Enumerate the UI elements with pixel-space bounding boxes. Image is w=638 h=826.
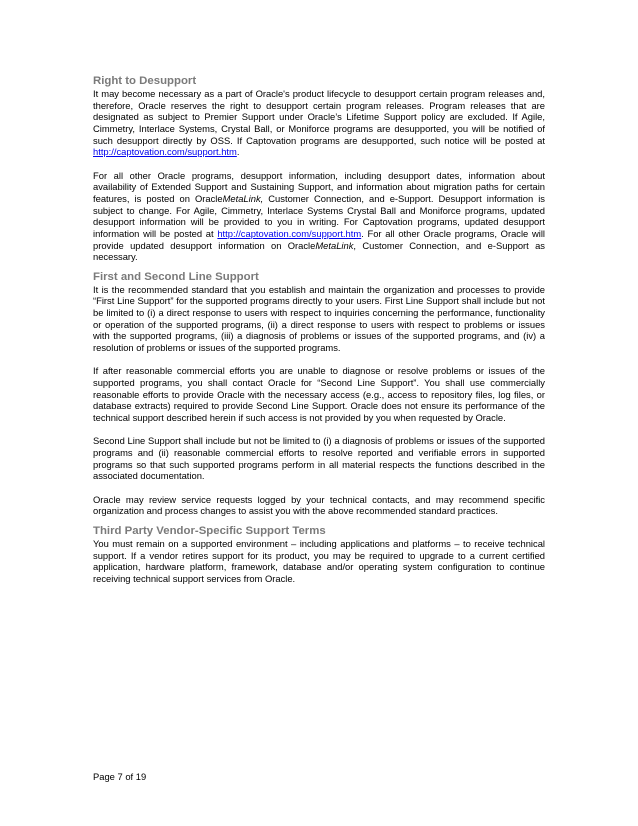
paragraph-first-line-support: It is the recommended standard that you establish and maintain the organization and processes to provide “First Line Support” for the supported programs directly to your users. First Line Support shall include but not be limited to (i) a direct response to users with respect to inquiries concerning the performance, functionality or operation of the supported programs, (ii) a direct response to users with respect to problems or issues with the supported programs, (iii) a diagnosis of problems or issues of the supported programs, and (iv) a resolution of problems or issues of the supported programs. [93, 283, 545, 354]
captovation-support-link[interactable]: http://captovation.com/support.htm [217, 227, 362, 239]
paragraph-second-line-contact: If after reasonable commercial efforts you are unable to diagnose or resolve problems or issues of the supported programs, you shall contact Oracle for “Second Line Support”. You shall use commercially reasonable efforts to provide Oracle with the necessary access (e.g., access to repository files, log files, or database extracts) required to provide Second Line Support. Oracle does not ensure its performance of the technical support described herein if such access is not provided by you when requested by Oracle. [93, 365, 545, 424]
paragraph-desupport-1 [93, 88, 545, 158]
paragraph-text: Customer Connection, and e-Support. Desupport information is subject to change. For Agile, Cimmetry, Interlace Systems Crystal Ball and Moniforce programs, updated desupport information will be provided to you in writing. For Captovation programs, updated desupport information will be posted at [93, 192, 545, 239]
section-heading-first-second-line-support: First and Second Line Support [93, 270, 259, 283]
section-heading-right-to-desupport: Right to Desupport [93, 75, 197, 87]
document-body [93, 74, 545, 585]
metalink-italic: MetaLink [315, 239, 354, 251]
paragraph-text: , Customer Connection, and e-Support as necessary. [93, 239, 545, 263]
paragraph-text: For all other Oracle programs, desupport information, including desupport dates, information about availability of Extended Support and Sustaining Support, and information about migration paths for certain features, is posted on Oracle [93, 169, 545, 204]
paragraph-text: . [236, 146, 240, 158]
paragraph-desupport-2 [93, 170, 545, 263]
paragraph-text: It may become necessary as a part of Oracle's product lifecycle to desupport certain program releases and, therefore, Oracle reserves the right to desupport certain program releases. Program releases that are designated as subject to Premier Support under Oracle’s Lifetime Support policy are excluded. If Agile, Cimmetry, Interlace Systems, Crystal Ball, or Moniforce programs are desupported, you will be notified of such desupport directly by OSS. If Captovation programs are desupported, such notice will be posted at [93, 88, 545, 146]
captovation-support-link[interactable]: http://captovation.com/support.htm [93, 146, 237, 158]
page-number: Page 7 of 19 [93, 771, 147, 782]
paragraph-second-line-scope: Second Line Support shall include but not be limited to (i) a diagnosis of problems or issues of the supported programs and (ii) reasonable commercial efforts to resolve reported and verifiable errors in supported programs so that such supported programs perform in all material respects the functions described in the associated documentation. [93, 435, 545, 482]
metalink-italic: MetaLink, [222, 192, 264, 204]
paragraph-text: . For all other Oracle programs, Oracle will provide updated desupport information on Oracle [93, 227, 545, 251]
paragraph-third-party-vendor: You must remain on a supported environment – including applications and platforms – to receive technical support. If a vendor retires support for its product, you may be required to upgrade to a current certified application, hardware platform, framework, database and/or operating system configuration to continue receiving technical support services from Oracle. [93, 537, 545, 584]
paragraph-service-review: Oracle may review service requests logged by your technical contacts, and may recommend specific organization and process changes to assist you with the above recommended standard practices. [93, 493, 545, 517]
section-heading-third-party-vendor: Third Party Vendor-Specific Support Terms [93, 524, 326, 537]
